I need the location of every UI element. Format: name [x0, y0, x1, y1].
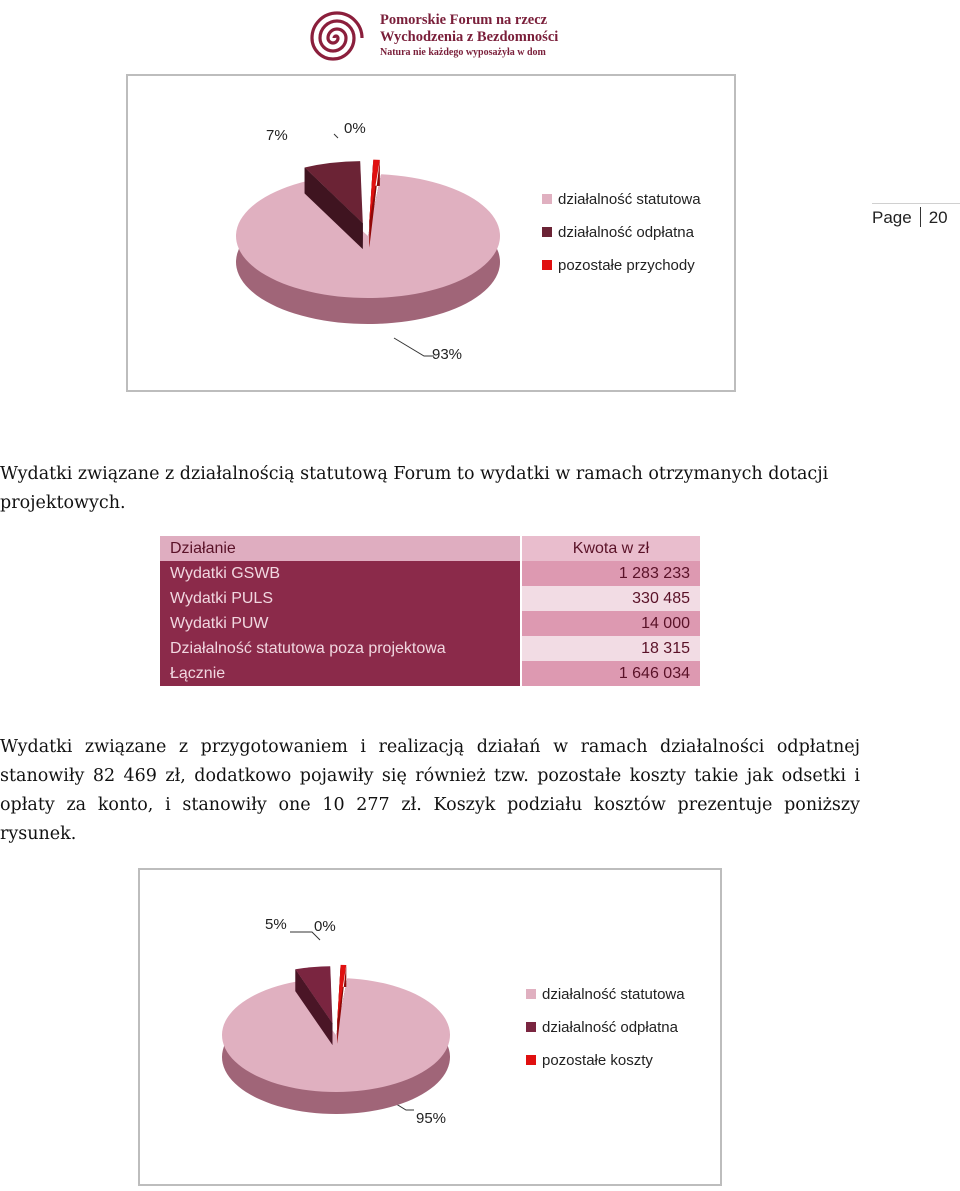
pie-data-label: 5% — [265, 916, 287, 933]
legend-label: działalność odpłatna — [542, 1019, 678, 1036]
org-name-line2: Wychodzenia z Bezdomności — [380, 29, 559, 45]
legend-label: działalność statutowa — [542, 986, 685, 1003]
table-cell-value: 1 646 034 — [521, 661, 700, 686]
legend-item — [526, 1019, 678, 1036]
org-motto: Natura nie każdego wyposażyła w dom — [380, 47, 546, 58]
legend-swatch — [526, 1022, 536, 1032]
table-header-cell: Kwota w zł — [521, 536, 700, 561]
pie-slice — [222, 978, 450, 1092]
legend-label: działalność statutowa — [558, 191, 701, 208]
income-pie-chart — [126, 74, 736, 392]
page-separator — [920, 207, 921, 227]
table-row — [160, 611, 700, 636]
snail-shell-icon — [300, 4, 372, 70]
table-cell-value: 330 485 — [521, 586, 700, 611]
table-cell-label: Działalność statutowa poza projektowa — [160, 636, 521, 661]
page-number-value: 20 — [928, 208, 948, 227]
org-name-line1: Pomorskie Forum na rzecz — [380, 12, 548, 28]
table-cell-label: Wydatki PUW — [160, 611, 521, 636]
table-row — [160, 661, 700, 686]
table-row — [160, 636, 700, 661]
legend-swatch — [526, 1055, 536, 1065]
table-cell-value: 14 000 — [521, 611, 700, 636]
pie-data-label: 0% — [314, 918, 336, 935]
table-header-row — [160, 536, 700, 561]
page-number — [872, 207, 948, 228]
pie-slice — [236, 174, 500, 298]
table-cell-value: 18 315 — [521, 636, 700, 661]
table-cell-label: Łącznie — [160, 661, 521, 686]
legend-item — [542, 224, 694, 241]
expenses-table — [160, 536, 700, 686]
legend-swatch — [542, 227, 552, 237]
legend-label: pozostałe przychody — [558, 257, 695, 274]
pie-data-label: 7% — [266, 127, 288, 144]
legend-swatch — [542, 194, 552, 204]
table-header-cell: Działanie — [160, 536, 521, 561]
table-row — [160, 561, 700, 586]
leader-line-main — [394, 338, 434, 356]
legend-label: działalność odpłatna — [558, 224, 694, 241]
table-cell-value: 1 283 233 — [521, 561, 700, 586]
table-cell-label: Wydatki PULS — [160, 586, 521, 611]
pie-data-label: 93% — [432, 346, 463, 363]
costs-pie-chart — [138, 868, 722, 1186]
table-row — [160, 586, 700, 611]
legend-item — [542, 191, 701, 208]
pie-data-label: 95% — [416, 1110, 447, 1127]
legend-swatch — [542, 260, 552, 270]
leader-line-small1 — [334, 134, 338, 138]
paragraph-statutory-expenses: Wydatki związane z działalnością statutową Forum to wydatki w ramach otrzymanych dotacji projektowych. — [0, 464, 829, 513]
legend-item — [526, 986, 685, 1003]
paragraph-paid-activity-expenses: Wydatki związane z przygotowaniem i realizacją działań w ramach działalności odpłatnej stanowiły 82 469 zł, dodatkowo pojawiły się również tzw. pozostałe koszty takie jak odsetki i opłaty za konto, i stanowiły one 10 277 zł. Koszyk podziału kosztów prezentuje poniższy rysunek. — [0, 737, 860, 844]
organization-logo — [300, 4, 570, 70]
page-number-rule — [872, 203, 960, 204]
table-cell-label: Wydatki GSWB — [160, 561, 521, 586]
page-label: Page — [872, 208, 912, 227]
legend-item — [526, 1052, 653, 1069]
legend-swatch — [526, 989, 536, 999]
legend-label: pozostałe koszty — [542, 1052, 653, 1069]
legend-item — [542, 257, 695, 274]
pie-data-label: 0% — [344, 120, 366, 137]
